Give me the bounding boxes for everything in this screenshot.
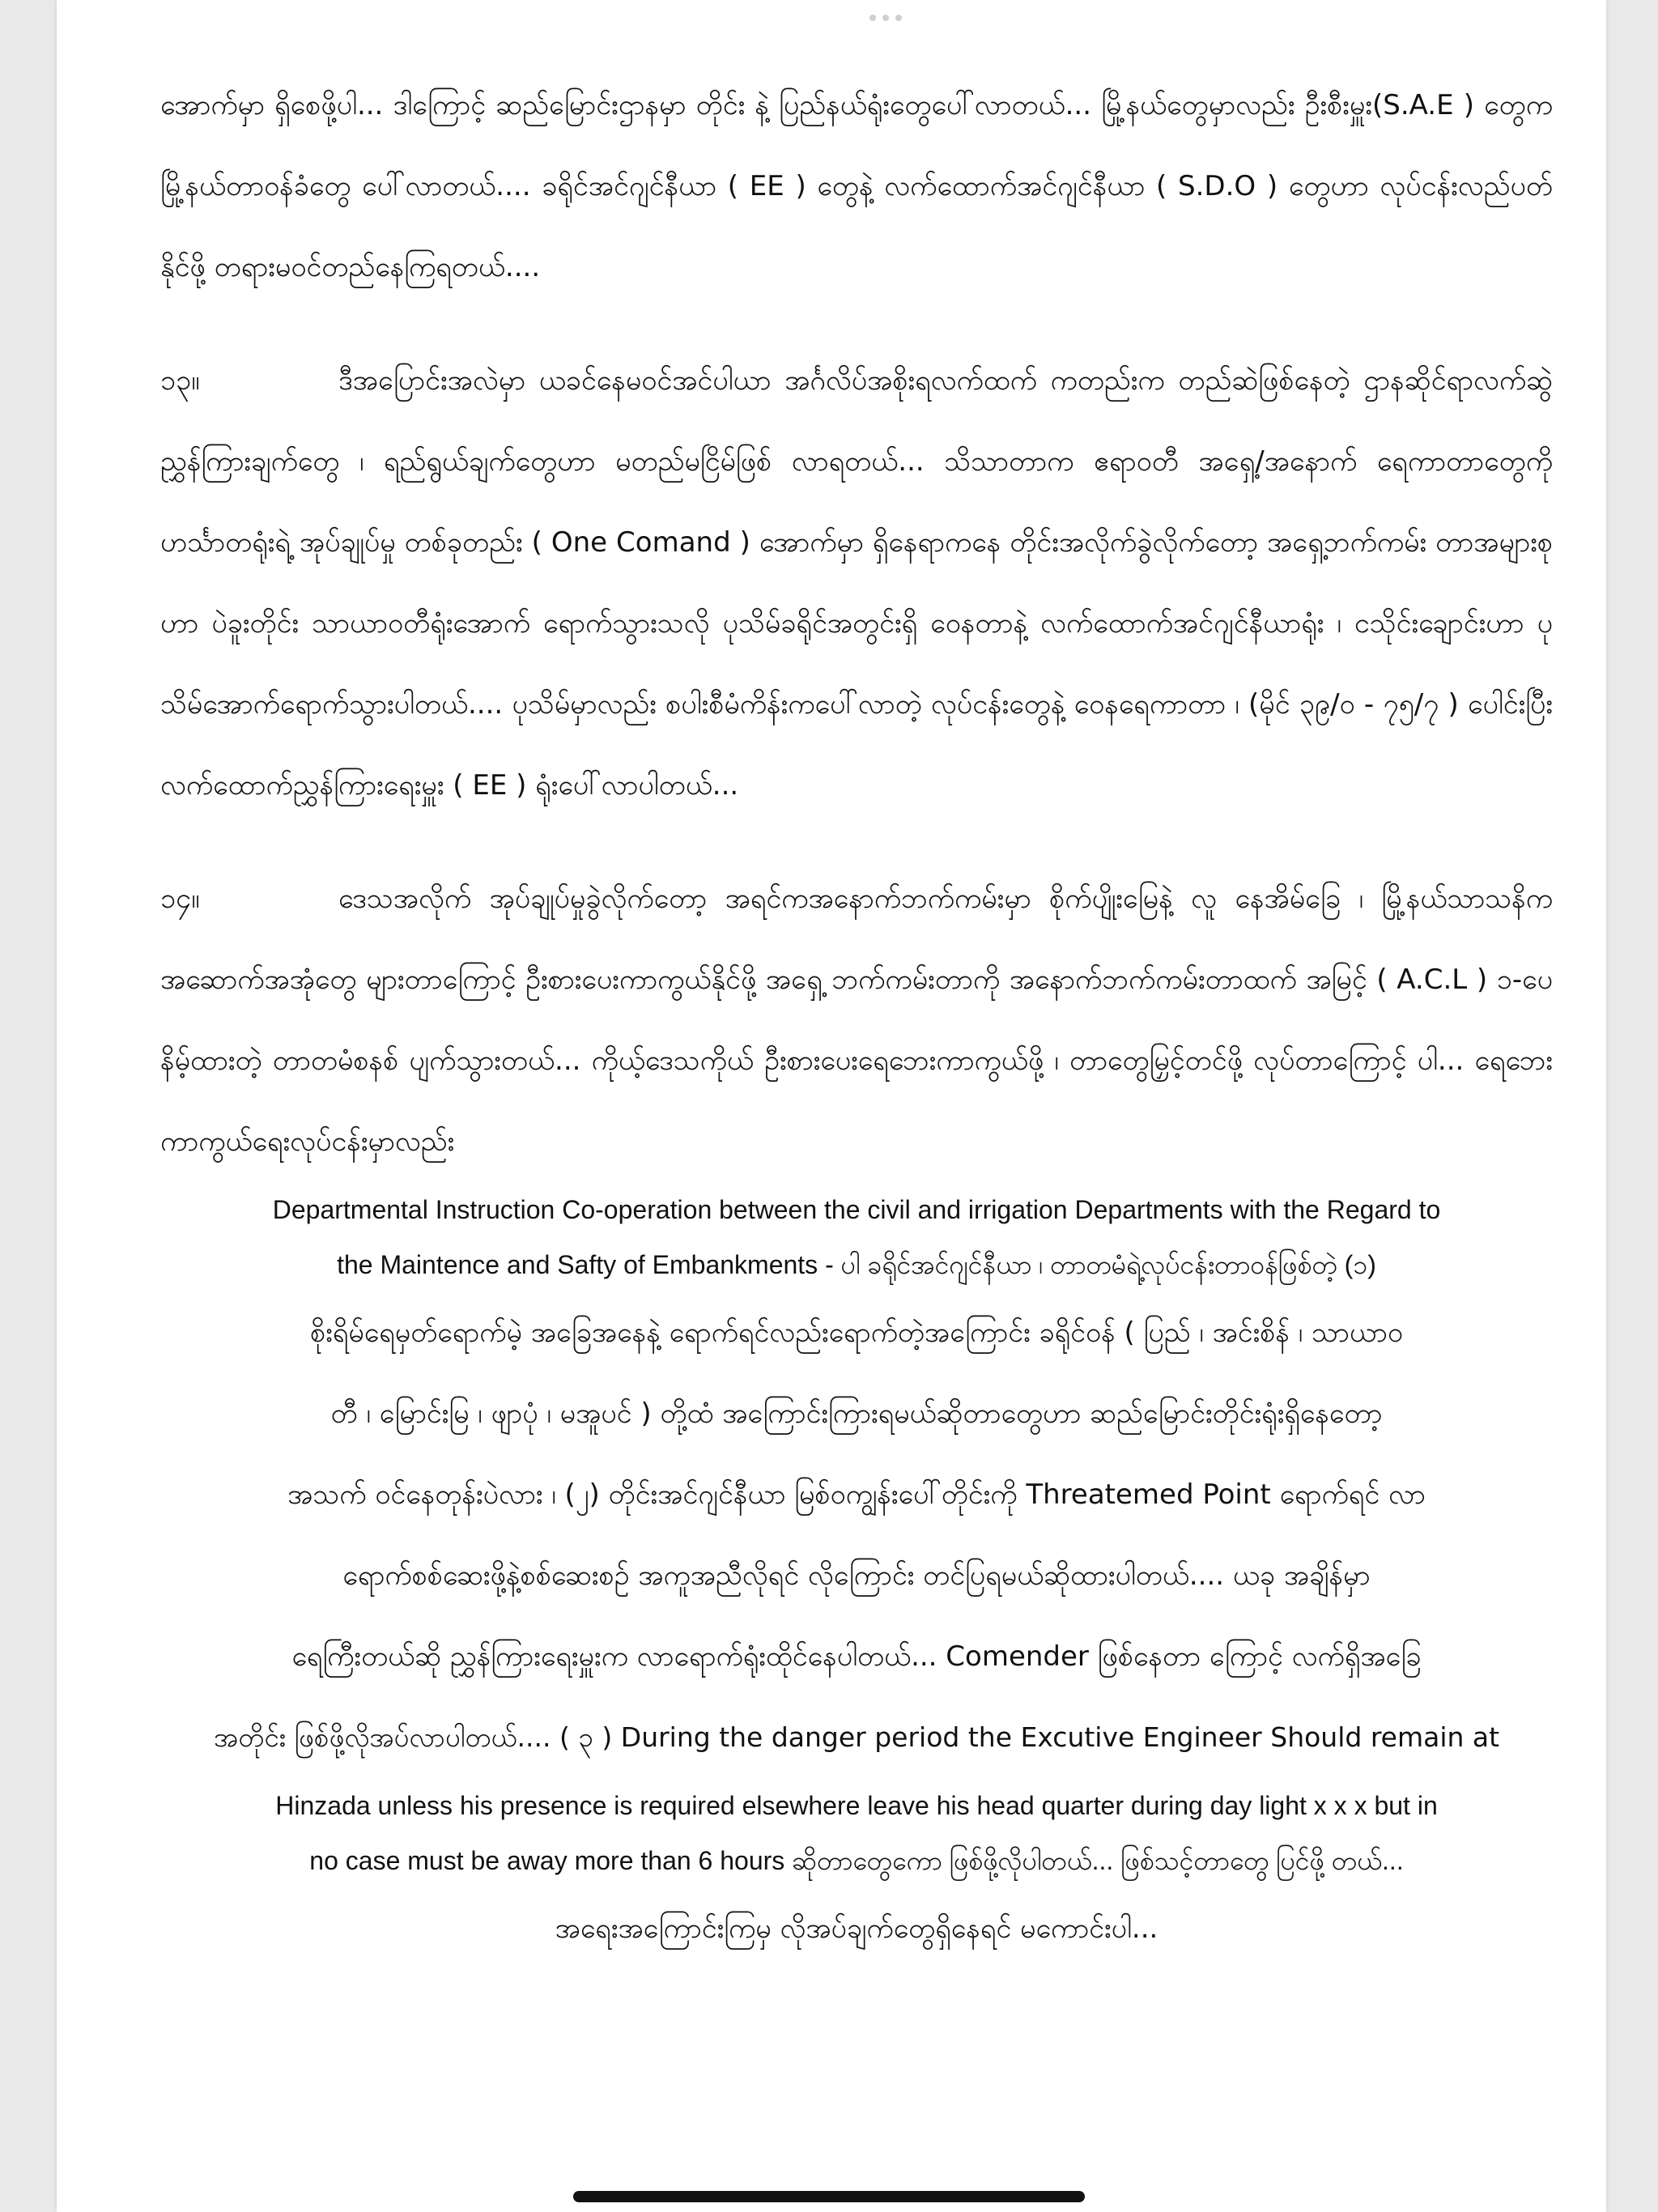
english-line-1: Hinzada unless his presence is required elsewhere leave his head quarter during day light x x x but in [275, 1791, 1438, 1820]
centered-line-1: Departmental Instruction Co-operation between the civil and irrigation Departments with the Regard to [272, 1195, 1441, 1224]
paragraph-13 [160, 340, 1553, 826]
paragraph-12-tail: အောက်မှာ ရှိစေဖို့ပါ... ဒါကြောင့် ဆည်မြောင်းဌာနမှာ တိုင်း နဲ့ ပြည်နယ်ရုံးတွေပေါ်လာတယ်... မြို့နယ်တွေမှာလည်း ဦးစီးမှူး(S.A.E ) တွေက မြို့နယ်တာဝန်ခံတွေ ပေါ်လာတယ်.... ခရိုင်အင်ဂျင်နီယာ ( EE ) တွေနဲ့ လက်ထောက်အင်ဂျင်နီယာ ( S.D.O ) တွေဟာ လုပ်ငန်းလည်ပတ်နိုင်ဖို့ တရားမဝင်တည်နေကြရတယ်.... [160, 89, 1553, 283]
centered-line-5: အသက် ဝင်နေတုန်းပဲလား ၊ (၂) တိုင်းအင်ဂျင်နီယာ မြစ်ဝကျွန်းပေါ်တိုင်းကို Threatemed Point ရောက်ရင် လာ [287, 1478, 1426, 1511]
home-indicator[interactable] [573, 2191, 1085, 2202]
page-grip-handle[interactable] [869, 15, 902, 21]
english-line-2: no case must be away more than 6 hours ဆိုတာတွေကော ဖြစ်ဖို့လိုပါတယ်... ဖြစ်သင့်တာတွေ ပြင်ဖို့ တယ်... [309, 1846, 1404, 1875]
centered-line-8: အတိုင်း ဖြစ်ဖို့လိုအပ်လာပါတယ်.... ( ၃ ) During the danger period the Excutive Engineer Should remain at [213, 1721, 1500, 1753]
centered-line-2: the Maintence and Safty of Embankments - ပါ ခရိုင်အင်ဂျင်နီယာ ၊ တာတမံရဲ့လုပ်ငန်းတာဝန်ဖြစ်တဲ့ (၁) [337, 1250, 1376, 1279]
grip-dot [882, 15, 889, 21]
centered-line-3: စိုးရိမ်ရေမှတ်ရောက်မဲ့ အခြေအနေနဲ့ ရောက်ရင်လည်းရောက်တဲ့အကြောင်း ခရိုင်ဝန် ( ပြည် ၊ အင်းစိန် ၊ သာယာဝ [310, 1317, 1403, 1349]
closing-line: အရေးအကြောင်းကြမှ လိုအပ်ချက်တွေရှိနေရင် မကောင်းပါ... [555, 1912, 1158, 1945]
grip-dot [895, 15, 902, 21]
paragraph-14-number: ၁၄။ [160, 883, 200, 915]
paragraph-14-text: ဒေသအလိုက် အုပ်ချုပ်မှုခွဲလိုက်တော့ အရင်ကအနောက်ဘက်ကမ်းမှာ စိုက်ပျိုးမြေနဲ့ လူ နေအိမ်ခြေ ၊ မြို့နယ်သာသနိက အဆောက်အအုံတွေ များတာကြောင့် ဦးစားပေးကာကွယ်နိုင်ဖို့ အရှေ့ ဘက်ကမ်းတာကို အနောက်ဘက်ကမ်းတာထက် အမြင့် ( A.C.L ) ၁-ပေ နိမ့်ထားတဲ့ တာတမံစနစ် ပျက်သွားတယ်... ကိုယ့်ဒေသကိုယ် ဦးစားပေးရေဘေးကာကွယ်ဖို့ ၊ တာတွေမြှင့်တင်ဖို့ လုပ်တာကြောင့် ပါ... ရေဘေးကာကွယ်ရေးလုပ်ငန်းမှာလည်း [160, 883, 1553, 1158]
document-content [160, 65, 1553, 1969]
paragraph-13-number: ၁၃။ [160, 364, 200, 397]
centered-line-7: ရေကြီးတယ်ဆို ညွှန်ကြားရေးမှူးက လာရောက်ရုံးထိုင်နေပါတယ်... Comender ဖြစ်နေတာ ကြောင့် လက်ရှိအခြေ [291, 1640, 1422, 1673]
centered-line-6: ရောက်စစ်ဆေးဖို့နဲ့စစ်ဆေးစဉ် အကူအညီလိုရင် လိုကြောင်း တင်ပြရမယ်ဆိုထားပါတယ်.... ယခု အချိန်မှာ [342, 1559, 1371, 1592]
centered-line-4: တီ ၊ မြောင်းမြ ၊ ဖျာပုံ ၊ မအူပင် ) တို့ထံ အကြောင်းကြားရမယ်ဆိုတာတွေဟာ ဆည်မြောင်းတိုင်းရုံးရှိနေတော့ [330, 1397, 1383, 1430]
grip-dot [869, 15, 876, 21]
paragraph-14 [160, 858, 1553, 1182]
paragraph-13-text: ဒီအပြောင်းအလဲမှာ ယခင်နေမဝင်အင်ပါယာ အင်္ဂလိပ်အစိုးရလက်ထက် ကတည်းက တည်ဆဲဖြစ်နေတဲ့ ဌာနဆိုင်ရာလက်ဆွဲ ညွှန်ကြားချက်တွေ ၊ ရည်ရွယ်ချက်တွေဟာ မတည်မငြိမ်ဖြစ် လာရတယ်... သိသာတာက ဧရာဝတီ အရှေ့/အနောက် ရေကာတာတွေကို ဟင်္သာတရုံးရဲ့ အုပ်ချုပ်မှု တစ်ခုတည်း ( One Comand ) အောက်မှာ ရှိနေရာကနေ တိုင်းအလိုက်ခွဲလိုက်တော့ အရှေ့ဘက်ကမ်း တာအများစုဟာ ပဲခူးတိုင်း သာယာဝတီရုံးအောက် ရောက်သွားသလို ပုသိမ်ခရိုင်အတွင်းရှိ ဝေနတာနဲ့ လက်ထောက်အင်ဂျင်နီယာရုံး ၊ ငသိုင်းချောင်းဟာ ပုသိမ်အောက်ရောက်သွားပါတယ်.... ပုသိမ်မှာလည်း စပါးစီမံကိန်းကပေါ်လာတဲ့ လုပ်ငန်းတွေနဲ့ ဝေနရေကာတာ ၊ (မိုင် ၃၉/၀ - ၇၅/၇ ) ပေါင်းပြီး လက်ထောက်ညွှန်ကြားရေးမှူး ( EE ) ရုံးပေါ်လာပါတယ်... [160, 364, 1553, 802]
